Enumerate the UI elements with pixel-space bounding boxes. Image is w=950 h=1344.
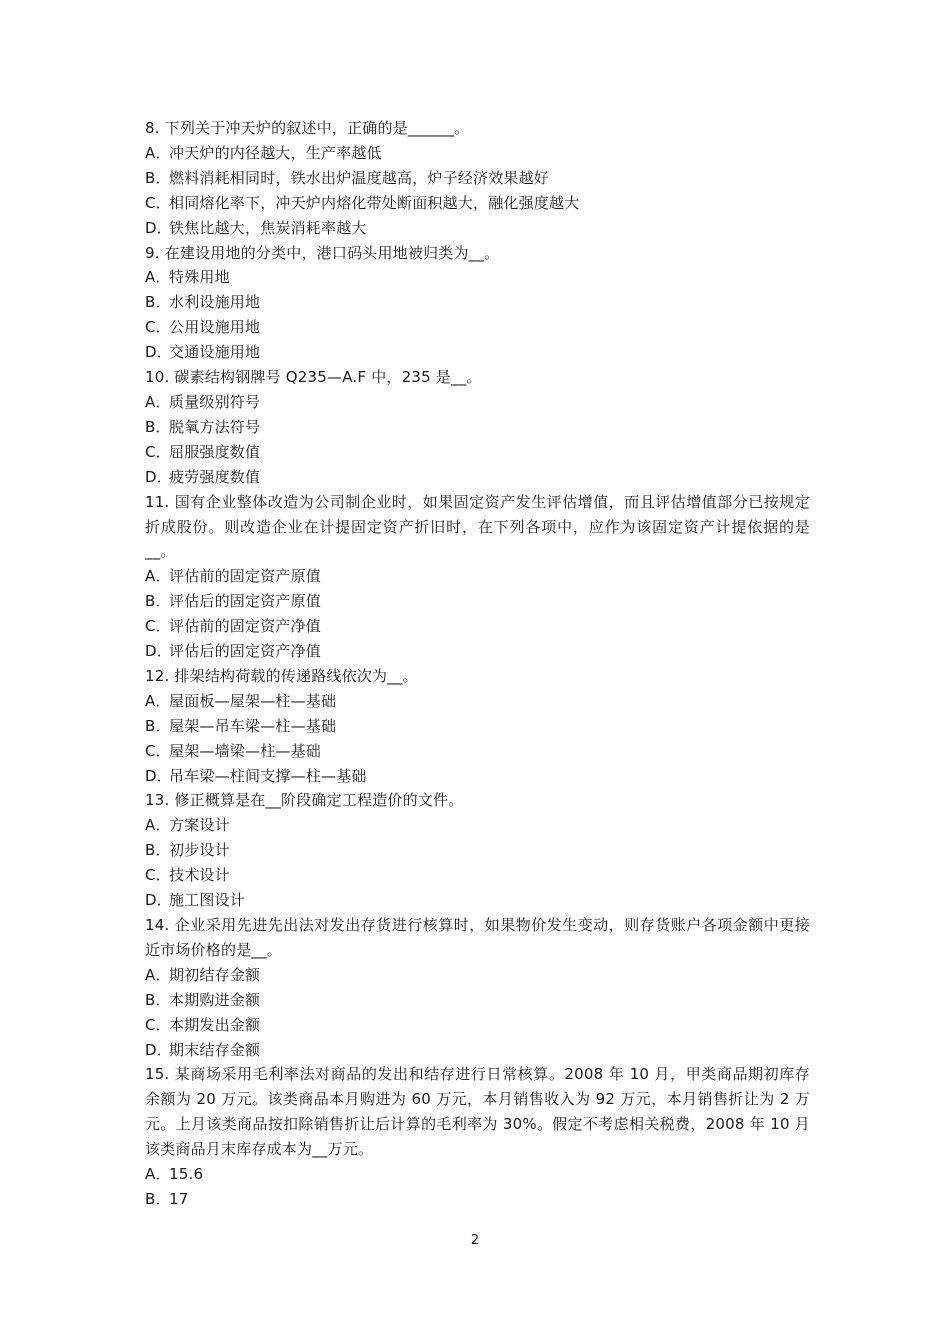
option-a: [145, 390, 810, 415]
option-letter: C．: [145, 617, 171, 636]
option-text: 屋架—吊车梁—柱—基础: [169, 716, 337, 735]
option-text: 公用设施用地: [169, 318, 261, 337]
option-text: 技术设计: [169, 866, 230, 885]
option-text: 铁焦比越大，焦炭消耗率越大: [169, 218, 367, 237]
option-letter: C．: [145, 1015, 171, 1034]
option-letter: B．: [145, 716, 171, 735]
option-c: [145, 191, 810, 216]
option-text: 吊车梁—柱间支撑—柱—基础: [169, 766, 367, 785]
option-letter: A．: [145, 691, 171, 710]
page-number: 2: [470, 1233, 480, 1248]
option-text: 期末结存金额: [169, 1040, 261, 1059]
option-c: [145, 863, 810, 888]
option-letter: C．: [145, 318, 171, 337]
option-text: 交通设施用地: [169, 343, 261, 362]
option-d: [145, 1038, 810, 1063]
option-letter: D．: [145, 891, 172, 910]
option-d: [145, 764, 810, 789]
option-text: 评估前的固定资产原值: [169, 567, 322, 586]
option-letter: B．: [145, 417, 171, 436]
option-d: [145, 888, 810, 913]
option-letter: B．: [145, 592, 171, 611]
question-12: [145, 664, 810, 789]
option-letter: B．: [145, 293, 171, 312]
question-8: [145, 116, 810, 241]
question-stem: 15. 某商场采用毛利率法对商品的发出和结存进行日常核算。2008 年 10 月，甲类商品期初库存余额为 20 万元。该类商品本月购进为 60 万元，本月销售收入为 92 万元，本月销售折让为 2 万元。上月该类商品按扣除销售折让后计算的毛利率为 30%。假定不考虑相关税费，2008 年 10 月该类商品月末库存成本为__万元。: [145, 1065, 810, 1159]
option-text: 初步设计: [169, 841, 230, 860]
option-letter: A．: [145, 567, 171, 586]
option-text: 15.6: [169, 1165, 204, 1184]
question-stem: 9. 在建设用地的分类中，港口码头用地被归类为__。: [145, 243, 500, 262]
option-d: [145, 216, 810, 241]
option-text: 脱氧方法符号: [169, 417, 261, 436]
option-d: [145, 465, 810, 490]
option-c: [145, 440, 810, 465]
option-letter: A．: [145, 1165, 171, 1184]
option-text: 评估后的固定资产净值: [169, 642, 322, 661]
option-a: [145, 564, 810, 589]
question-stem: 12. 排架结构荷载的传递路线依次为__。: [145, 666, 418, 685]
question-stem: 10. 碳素结构钢牌号 Q235—A.F 中，235 是__。: [145, 368, 482, 387]
option-text: 本期发出金额: [169, 1015, 261, 1034]
option-text: 屋面板—屋架—柱—基础: [169, 691, 337, 710]
option-text: 特殊用地: [169, 268, 230, 287]
option-letter: A．: [145, 392, 171, 411]
option-a: [145, 689, 810, 714]
option-c: [145, 315, 810, 340]
option-letter: B．: [145, 1189, 171, 1208]
option-c: [145, 739, 810, 764]
option-b: [145, 714, 810, 739]
option-letter: D．: [145, 766, 172, 785]
option-text: 17: [169, 1189, 189, 1208]
option-letter: B．: [145, 990, 171, 1009]
option-text: 冲天炉的内径越大，生产率越低: [169, 143, 382, 162]
option-text: 屈服强度数值: [169, 442, 261, 461]
option-letter: C．: [145, 193, 171, 212]
option-letter: B．: [145, 841, 171, 860]
option-text: 燃料消耗相同时，铁水出炉温度越高，炉子经济效果越好: [169, 168, 550, 187]
question-list: [145, 116, 810, 1212]
question-11: [145, 490, 810, 664]
option-letter: D．: [145, 642, 172, 661]
option-b: [145, 1187, 810, 1212]
option-text: 质量级别符号: [169, 392, 261, 411]
option-text: 施工图设计: [169, 891, 246, 910]
question-15: [145, 1062, 810, 1211]
option-b: [145, 838, 810, 863]
option-letter: A．: [145, 268, 171, 287]
option-a: [145, 265, 810, 290]
option-letter: C．: [145, 442, 171, 461]
question-10: [145, 365, 810, 490]
option-letter: D．: [145, 467, 172, 486]
option-d: [145, 340, 810, 365]
option-d: [145, 639, 810, 664]
option-text: 水利设施用地: [169, 293, 261, 312]
question-stem: 8. 下列关于冲天炉的叙述中，正确的是______。: [145, 119, 470, 137]
option-text: 方案设计: [169, 816, 230, 835]
question-stem: 13. 修正概算是在__阶段确定工程造价的文件。: [145, 791, 464, 810]
option-c: [145, 614, 810, 639]
option-letter: D．: [145, 1040, 172, 1059]
option-b: [145, 166, 810, 191]
option-c: [145, 1013, 810, 1038]
option-a: [145, 141, 810, 166]
option-letter: C．: [145, 741, 171, 760]
option-a: [145, 1162, 810, 1187]
option-text: 疲劳强度数值: [169, 467, 261, 486]
option-text: 相同熔化率下，冲天炉内熔化带处断面积越大，融化强度越大: [169, 193, 580, 212]
option-text: 评估前的固定资产净值: [169, 617, 322, 636]
option-b: [145, 290, 810, 315]
option-letter: D．: [145, 343, 172, 362]
option-text: 期初结存金额: [169, 965, 261, 984]
option-text: 评估后的固定资产原值: [169, 592, 322, 611]
question-stem: 11. 国有企业整体改造为公司制企业时，如果固定资产发生评估增值，而且评估增值部分已按规定折成股份。则改造企业在计提固定资产折旧时，在下列各项中，应作为该固定资产计提依据的是__。: [145, 492, 810, 561]
option-b: [145, 415, 810, 440]
question-13: [145, 788, 810, 913]
option-b: [145, 988, 810, 1013]
option-letter: C．: [145, 866, 171, 885]
option-text: 屋架—墙梁—柱—基础: [169, 741, 322, 760]
option-letter: D．: [145, 218, 172, 237]
option-a: [145, 963, 810, 988]
option-a: [145, 813, 810, 838]
question-14: [145, 913, 810, 1062]
option-letter: B．: [145, 168, 171, 187]
option-text: 本期购进金额: [169, 990, 261, 1009]
option-letter: A．: [145, 965, 171, 984]
option-letter: A．: [145, 143, 171, 162]
option-b: [145, 589, 810, 614]
option-letter: A．: [145, 816, 171, 835]
question-9: [145, 241, 810, 366]
question-stem: 14. 企业采用先进先出法对发出存货进行核算时，如果物价发生变动，则存货账户各项金额中更接近市场价格的是__。: [145, 916, 810, 959]
